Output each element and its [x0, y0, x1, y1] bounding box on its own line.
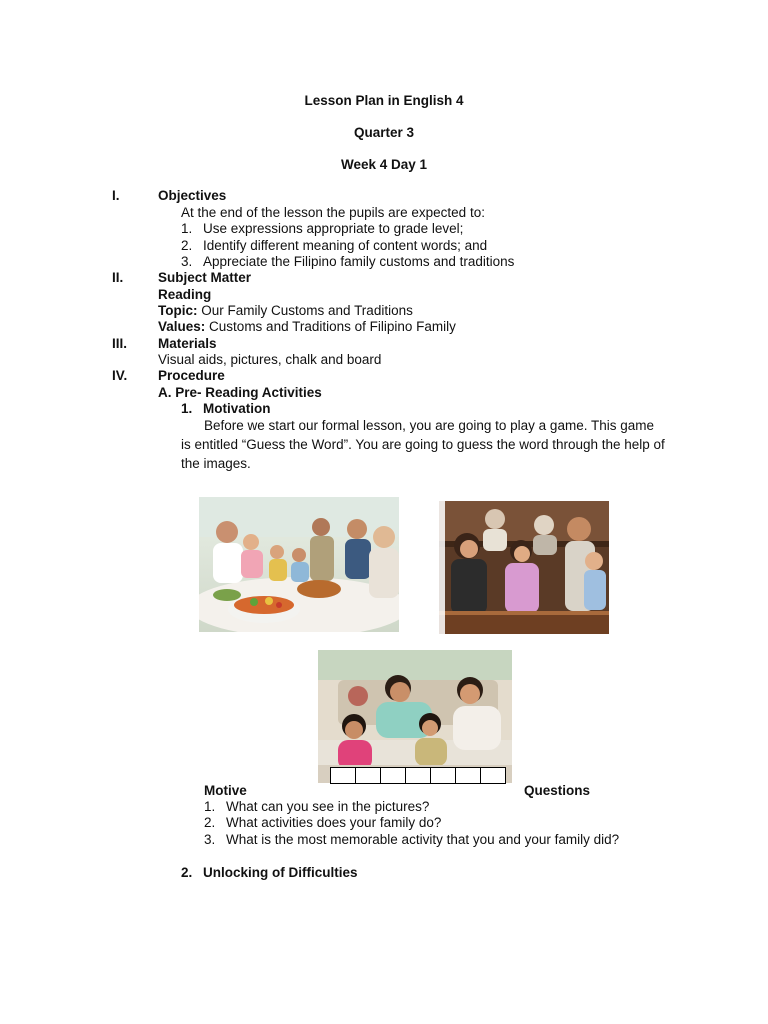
procedure-numeral: IV. [112, 368, 128, 383]
week-day-label: Week 4 Day 1 [340, 157, 428, 172]
answer-box[interactable] [455, 767, 481, 784]
family-praying-photo [439, 501, 609, 634]
materials-text: Visual aids, pictures, chalk and board [158, 352, 382, 367]
objective-item-3: 3. Appreciate the Filipino family customs and traditions [181, 254, 515, 269]
answer-boxes [331, 767, 506, 783]
quarter-label: Quarter 3 [353, 125, 415, 140]
objectives-numeral: I. [112, 188, 120, 203]
materials-numeral: III. [112, 336, 128, 351]
topic-line: Topic: Our Family Customs and Traditions [158, 303, 413, 318]
document-title: Lesson Plan in English 4 [304, 93, 464, 108]
answer-box[interactable] [480, 767, 506, 784]
answer-box[interactable] [380, 767, 406, 784]
objectives-heading: Objectives [158, 188, 227, 203]
objectives-intro: At the end of the lesson the pupils are expected to: [181, 205, 485, 220]
values-line: Values: Customs and Traditions of Filipino Family [158, 319, 456, 334]
reading-subheading: Reading [158, 287, 212, 302]
question-item-2: 2. What activities does your family do? [204, 815, 442, 830]
family-home-photo [318, 650, 512, 783]
answer-box[interactable] [405, 767, 431, 784]
subject-matter-heading: Subject Matter [158, 270, 252, 285]
motivation-paragraph-line-2: is entitled “Guess the Word”. You are going to guess the word through the help of [181, 437, 665, 452]
objective-item-2: 2. Identify different meaning of content words; and [181, 238, 488, 253]
answer-box[interactable] [330, 767, 356, 784]
motivation-paragraph-line-3: the images. [181, 456, 251, 471]
answer-box[interactable] [430, 767, 456, 784]
answer-box[interactable] [355, 767, 381, 784]
motivation-paragraph-line-1: Before we start our formal lesson, you are going to play a game. This game [204, 418, 654, 433]
unlocking-difficulties-heading: 2. Unlocking of Difficulties [181, 865, 358, 880]
question-item-3: 3. What is the most memorable activity that you and your family did? [204, 832, 620, 847]
materials-heading: Materials [158, 336, 217, 351]
objective-item-1: 1. Use expressions appropriate to grade level; [181, 221, 464, 236]
family-dinner-photo [199, 497, 399, 632]
procedure-heading: Procedure [158, 368, 225, 383]
pre-reading-heading: A. Pre- Reading Activities [158, 385, 322, 400]
motive-label: Motive [204, 783, 247, 798]
questions-label: Questions [524, 783, 591, 798]
subject-matter-numeral: II. [112, 270, 124, 285]
question-item-1: 1. What can you see in the pictures? [204, 799, 430, 814]
motivation-heading: 1. Motivation [181, 401, 271, 416]
